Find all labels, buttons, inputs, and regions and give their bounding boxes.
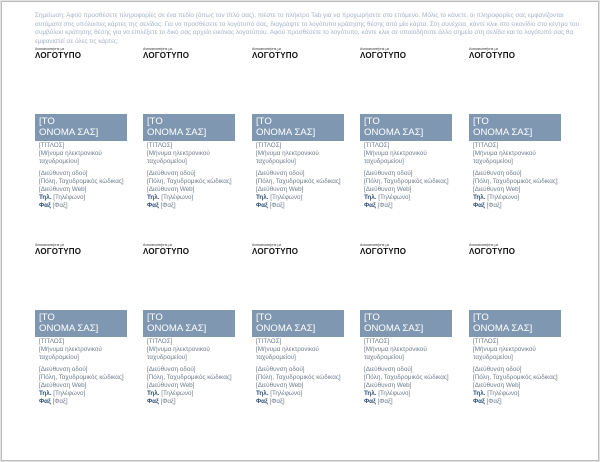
phone-label: Τηλ. [473,390,486,398]
logo-placeholder[interactable]: ΛΟΓΟΤΥΠΟ [469,51,516,60]
card-sheet-page [1,1,599,461]
city-field[interactable]: [Πόλη, Ταχυδρομικός κώδικας] [256,373,341,381]
fax-field[interactable]: [Φαξ] [160,398,176,406]
logo-placeholder-caption: Αντικαταστήστε με [143,243,173,247]
name-line-2: ΟΝΟΜΑ ΣΑΣ] [473,323,533,334]
street-field[interactable]: [Διεύθυνση οδού] [39,365,88,373]
phone-line [364,194,452,202]
phone-field[interactable]: [Τηλέφωνο] [53,194,86,202]
fax-label: Φαξ [39,398,51,406]
card-row-2 [2,240,598,410]
fax-label: Φαξ [473,202,485,210]
fax-label: Φαξ [147,202,159,210]
name-line-2: ΟΝΟΜΑ ΣΑΣ] [473,127,533,138]
name-line-1: [ΤΟ [39,312,55,323]
logo-placeholder[interactable]: ΛΟΓΟΤΥΠΟ [252,51,299,60]
name-field[interactable] [147,312,206,334]
phone-label: Τηλ. [39,194,52,202]
name-field[interactable] [256,116,315,138]
logo-placeholder[interactable]: ΛΟΓΟΤΥΠΟ [143,247,190,256]
phone-line [364,390,452,398]
name-band [469,114,561,141]
name-field[interactable] [364,116,423,138]
city-field[interactable]: [Πόλη, Ταχυδρομικός κώδικας] [39,373,124,381]
name-band [35,310,127,337]
contact-details [256,338,344,407]
fax-line [256,202,344,210]
city-field[interactable]: [Πόλη, Ταχυδρομικός κώδικας] [473,373,558,381]
email-field-line-2[interactable]: ταχυδρομείου] [364,354,404,362]
contact-details [256,142,344,211]
fax-line [39,398,127,406]
fax-field[interactable]: [Φαξ] [377,202,393,210]
logo-placeholder-caption: Αντικαταστήστε με [252,47,282,51]
email-field-line-1[interactable]: [Μήνυμα ηλεκτρονικού [256,346,319,354]
fax-line [256,398,344,406]
city-field[interactable]: [Πόλη, Ταχυδρομικός κώδικας] [147,373,232,381]
email-field-line-1[interactable]: [Μήνυμα ηλεκτρονικού [364,150,427,158]
name-line-1: [ΤΟ [473,312,489,323]
title-field[interactable]: [ΤΙΤΛΟΣ] [39,142,65,149]
phone-label: Τηλ. [364,194,377,202]
fax-label: Φαξ [256,202,268,210]
email-field-line-2[interactable]: ταχυδρομείου] [473,158,513,166]
name-band [35,114,127,141]
name-field[interactable] [147,116,206,138]
logo-placeholder-caption: Αντικαταστήστε με [469,243,499,247]
email-field-line-2[interactable]: ταχυδρομείου] [473,354,513,362]
name-field[interactable] [39,116,98,138]
phone-label: Τηλ. [39,390,52,398]
fax-label: Φαξ [147,398,159,406]
email-field-line-2[interactable]: ταχυδρομείου] [364,158,404,166]
title-field[interactable]: [ΤΙΤΛΟΣ] [256,142,282,149]
email-field-line-2[interactable]: ταχυδρομείου] [256,158,296,166]
title-field[interactable]: [ΤΙΤΛΟΣ] [147,142,173,149]
phone-line [473,390,561,398]
name-band [252,114,344,141]
business-card [360,44,452,214]
web-field[interactable]: [Διεύθυνση Web] [256,382,304,390]
city-field[interactable]: [Πόλη, Ταχυδρομικός κώδικας] [39,177,124,185]
card-row-1 [2,44,598,214]
email-field-line-2[interactable]: ταχυδρομείου] [147,354,187,362]
street-field[interactable]: [Διεύθυνση οδού] [256,365,305,373]
phone-line [147,194,235,202]
phone-label: Τηλ. [256,390,269,398]
phone-line [256,390,344,398]
phone-field[interactable]: [Τηλέφωνο] [270,194,303,202]
web-field[interactable]: [Διεύθυνση Web] [39,382,87,390]
web-field[interactable]: [Διεύθυνση Web] [473,382,521,390]
street-field[interactable]: [Διεύθυνση οδού] [147,169,196,177]
logo-placeholder-caption: Αντικαταστήστε με [469,47,499,51]
title-field[interactable]: [ΤΙΤΛΟΣ] [364,338,390,345]
title-field[interactable]: [ΤΙΤΛΟΣ] [364,142,390,149]
contact-details [39,142,127,211]
business-card [143,240,235,410]
street-field[interactable]: [Διεύθυνση οδού] [39,169,88,177]
logo-placeholder-caption: Αντικαταστήστε με [35,243,65,247]
web-field[interactable]: [Διεύθυνση Web] [39,186,87,194]
name-band [143,310,235,337]
title-field[interactable]: [ΤΙΤΛΟΣ] [473,338,499,345]
logo-placeholder[interactable]: ΛΟΓΟΤΥΠΟ [360,247,407,256]
phone-line [39,390,127,398]
name-line-2: ΟΝΟΜΑ ΣΑΣ] [364,323,424,334]
email-field-line-1[interactable]: [Μήνυμα ηλεκτρονικού [473,346,536,354]
fax-field[interactable]: [Φαξ] [486,202,502,210]
logo-placeholder[interactable]: ΛΟΓΟΤΥΠΟ [143,51,190,60]
fax-field[interactable]: [Φαξ] [377,398,393,406]
fax-label: Φαξ [364,202,376,210]
city-field[interactable]: [Πόλη, Ταχυδρομικός κώδικας] [473,177,558,185]
contact-details [473,338,561,407]
logo-placeholder[interactable]: ΛΟΓΟΤΥΠΟ [360,51,407,60]
name-line-1: [ΤΟ [473,116,489,127]
email-field-line-1[interactable]: [Μήνυμα ηλεκτρονικού [147,346,210,354]
logo-placeholder[interactable]: ΛΟΓΟΤΥΠΟ [35,247,82,256]
email-field-line-1[interactable]: [Μήνυμα ηλεκτρονικού [147,150,210,158]
web-field[interactable]: [Διεύθυνση Web] [147,382,195,390]
street-field[interactable]: [Διεύθυνση οδού] [147,365,196,373]
business-card [360,240,452,410]
logo-placeholder[interactable]: ΛΟΓΟΤΥΠΟ [252,247,299,256]
business-card [143,44,235,214]
web-field[interactable]: [Διεύθυνση Web] [364,186,412,194]
phone-label: Τηλ. [256,194,269,202]
name-field[interactable] [39,312,98,334]
phone-field[interactable]: [Τηλέφωνο] [53,390,86,398]
logo-placeholder-caption: Αντικαταστήστε με [360,47,390,51]
fax-line [364,398,452,406]
business-card [252,44,344,214]
email-field-line-1[interactable]: [Μήνυμα ηλεκτρονικού [256,150,319,158]
fax-line [39,202,127,210]
street-field[interactable]: [Διεύθυνση οδού] [364,169,413,177]
fax-label: Φαξ [364,398,376,406]
fax-line [364,202,452,210]
phone-label: Τηλ. [364,390,377,398]
name-line-1: [ΤΟ [364,116,380,127]
email-field-line-1[interactable]: [Μήνυμα ηλεκτρονικού [39,150,102,158]
email-field-line-2[interactable]: ταχυδρομείου] [39,158,79,166]
contact-details [147,338,235,407]
phone-line [473,194,561,202]
title-field[interactable]: [ΤΙΤΛΟΣ] [39,338,65,345]
email-field-line-1[interactable]: [Μήνυμα ηλεκτρονικού [364,346,427,354]
business-card [35,240,127,410]
fax-line [473,398,561,406]
name-line-1: [ΤΟ [364,312,380,323]
name-line-1: [ΤΟ [256,116,272,127]
name-field[interactable] [473,116,532,138]
fax-line [473,202,561,210]
name-line-2: ΟΝΟΜΑ ΣΑΣ] [256,127,316,138]
name-field[interactable] [473,312,532,334]
phone-line [39,194,127,202]
city-field[interactable]: [Πόλη, Ταχυδρομικός κώδικας] [364,177,449,185]
email-field-line-1[interactable]: [Μήνυμα ηλεκτρονικού [473,150,536,158]
phone-field[interactable]: [Τηλέφωνο] [270,390,303,398]
name-line-1: [ΤΟ [147,312,163,323]
street-field[interactable]: [Διεύθυνση οδού] [256,169,305,177]
name-line-2: ΟΝΟΜΑ ΣΑΣ] [364,127,424,138]
title-field[interactable]: [ΤΙΤΛΟΣ] [147,338,173,345]
email-field-line-2[interactable]: ταχυδρομείου] [147,158,187,166]
logo-placeholder-caption: Αντικαταστήστε με [143,47,173,51]
name-band [360,310,452,337]
web-field[interactable]: [Διεύθυνση Web] [147,186,195,194]
phone-line [256,194,344,202]
contact-details [364,142,452,211]
name-line-1: [ΤΟ [147,116,163,127]
web-field[interactable]: [Διεύθυνση Web] [473,186,521,194]
business-card [35,44,127,214]
fax-line [147,398,235,406]
phone-field[interactable]: [Τηλέφωνο] [161,194,194,202]
business-card [469,44,561,214]
business-card [252,240,344,410]
contact-details [39,338,127,407]
phone-field[interactable]: [Τηλέφωνο] [378,194,411,202]
phone-field[interactable]: [Τηλέφωνο] [487,390,520,398]
logo-placeholder[interactable]: ΛΟΓΟΤΥΠΟ [35,51,82,60]
contact-details [364,338,452,407]
fax-line [147,202,235,210]
city-field[interactable]: [Πόλη, Ταχυδρομικός κώδικας] [364,373,449,381]
fax-field[interactable]: [Φαξ] [160,202,176,210]
phone-label: Τηλ. [473,194,486,202]
fax-label: Φαξ [473,398,485,406]
phone-line [147,390,235,398]
logo-placeholder-caption: Αντικαταστήστε με [35,47,65,51]
web-field[interactable]: [Διεύθυνση Web] [364,382,412,390]
fax-label: Φαξ [256,398,268,406]
instruction-note: Σημείωση: Αφού προσθέσετε πληροφορίες σε ένα πεδίο (όπως τον τίτλο σας), πιέστε το πλήκτρο Tab για να προχωρήσετε στο επόμενο. Μόλις το κάνετε, οι πληροφορίες σας εμφανίζονται αυτόματα στις υπόλοιπες κάρτες της σελίδας. Για να προσθέσετε το λογότυπό σας, διαγράψτε το λογότυπο κράτησης θέσης από μία κάρτα. Στη συνέχεια, κάντε κλικ στο εικονίδιο στο κέντρο του συμβόλου κράτησης θέσης για να επιλέξετε το δικό σας αρχείο εικόνας λογοτύπου. Αφού προσθέσετε το λογότυπο, κάντε κλικ σε οποιοδήποτε άλλο σημείο στη σελίδα και το λογότυπό σας θα εμφανιστεί σε όλες τις κάρτες. [35,12,580,45]
name-line-2: ΟΝΟΜΑ ΣΑΣ] [256,323,316,334]
phone-label: Τηλ. [147,194,160,202]
name-band [469,310,561,337]
title-field[interactable]: [ΤΙΤΛΟΣ] [256,338,282,345]
name-line-2: ΟΝΟΜΑ ΣΑΣ] [147,323,207,334]
title-field[interactable]: [ΤΙΤΛΟΣ] [473,142,499,149]
name-field[interactable] [256,312,315,334]
phone-field[interactable]: [Τηλέφωνο] [487,194,520,202]
contact-details [473,142,561,211]
fax-field[interactable]: [Φαξ] [269,398,285,406]
fax-field[interactable]: [Φαξ] [269,202,285,210]
street-field[interactable]: [Διεύθυνση οδού] [473,365,522,373]
logo-placeholder-caption: Αντικαταστήστε με [252,243,282,247]
name-line-2: ΟΝΟΜΑ ΣΑΣ] [39,127,99,138]
name-band [252,310,344,337]
business-card [469,240,561,410]
name-line-1: [ΤΟ [256,312,272,323]
city-field[interactable]: [Πόλη, Ταχυδρομικός κώδικας] [256,177,341,185]
fax-field[interactable]: [Φαξ] [52,202,68,210]
web-field[interactable]: [Διεύθυνση Web] [256,186,304,194]
name-line-2: ΟΝΟΜΑ ΣΑΣ] [39,323,99,334]
fax-field[interactable]: [Φαξ] [486,398,502,406]
email-field-line-1[interactable]: [Μήνυμα ηλεκτρονικού [39,346,102,354]
email-field-line-2[interactable]: ταχυδρομείου] [256,354,296,362]
logo-placeholder-caption: Αντικαταστήστε με [360,243,390,247]
logo-placeholder[interactable]: ΛΟΓΟΤΥΠΟ [469,247,516,256]
street-field[interactable]: [Διεύθυνση οδού] [364,365,413,373]
contact-details [147,142,235,211]
phone-field[interactable]: [Τηλέφωνο] [378,390,411,398]
phone-field[interactable]: [Τηλέφωνο] [161,390,194,398]
fax-field[interactable]: [Φαξ] [52,398,68,406]
name-field[interactable] [364,312,423,334]
name-line-1: [ΤΟ [39,116,55,127]
email-field-line-2[interactable]: ταχυδρομείου] [39,354,79,362]
name-line-2: ΟΝΟΜΑ ΣΑΣ] [147,127,207,138]
city-field[interactable]: [Πόλη, Ταχυδρομικός κώδικας] [147,177,232,185]
street-field[interactable]: [Διεύθυνση οδού] [473,169,522,177]
phone-label: Τηλ. [147,390,160,398]
name-band [360,114,452,141]
name-band [143,114,235,141]
fax-label: Φαξ [39,202,51,210]
